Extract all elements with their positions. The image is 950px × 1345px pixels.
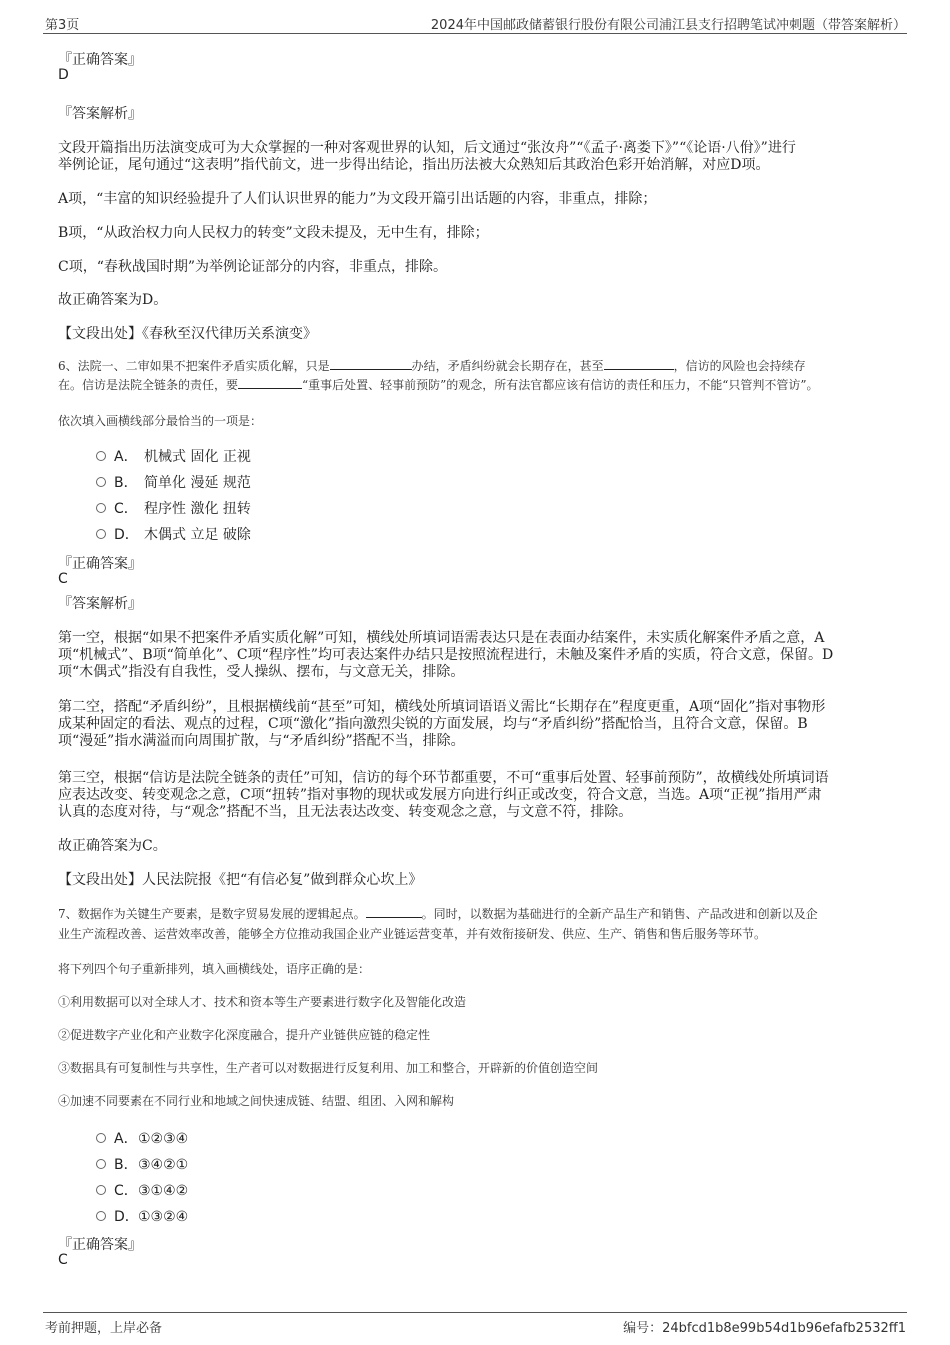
q6-option-c[interactable]: C． 程序性 激化 扭转 — [96, 498, 251, 518]
q5-answer-title: 『正确答案』 — [58, 52, 142, 68]
radio-icon[interactable] — [96, 503, 106, 513]
q7-option-d[interactable]: D．①③②④ — [96, 1206, 188, 1226]
q6-blank-1 — [330, 357, 412, 370]
q6-option-b[interactable]: B． 简单化 漫延 规范 — [96, 472, 251, 492]
radio-icon[interactable] — [96, 1133, 106, 1143]
q5-conclusion: 故正确答案为D。 — [58, 292, 168, 308]
q6-analysis-line: 项“漫延”指水满溢而向周围扩散，与“矛盾纠纷”搭配不当，排除。 — [58, 733, 465, 749]
q6-analysis-title: 『答案解析』 — [58, 596, 142, 612]
q6-stem-line-2: 在。信访是法院全链条的责任，要 “重事后处置、轻事前预防”的观念，所有法官都应该有信访的责任和压力，不能“只管判不管访”。 — [58, 378, 819, 392]
q5-analysis-b: B项，“从政治权力向人民权力的转变”文段未提及，无中生有，排除； — [58, 225, 489, 241]
q7-stem-line-1: 7、数据作为关键生产要素，是数字贸易发展的逻辑起点。 。同时，以数据为基础进行的全新产品生产和销售、产品改进和创新以及企 — [58, 907, 818, 921]
q5-analysis-title: 『答案解析』 — [58, 106, 142, 122]
q6-source: 【文段出处】人民法院报《把“有信必复”做到群众心坎上》 — [58, 872, 423, 888]
q7-answer: C — [58, 1252, 68, 1268]
q5-analysis-line: 举例论证，尾句通过“这表明”指代前文，进一步得出结论，指出历法被大众熟知后其政治色彩开始消解，对应D项。 — [58, 157, 770, 173]
radio-icon[interactable] — [96, 1185, 106, 1195]
radio-icon[interactable] — [96, 1159, 106, 1169]
q6-blank-3 — [238, 376, 302, 389]
q6-analysis-line: 成某种固定的看法、观点的过程，C项“激化”指向激烈尖锐的方面发展，均与“矛盾纠纷”搭配恰当，且符合文意，保留。B — [58, 716, 808, 732]
q5-answer: D — [58, 67, 69, 83]
q6-analysis-line: 第一空，根据“如果不把案件矛盾实质化解”可知，横线处所填词语需表达只是在表面办结案件，未实质化解案件矛盾之意，A — [58, 630, 825, 646]
q5-analysis-a: A项，“丰富的知识经验提升了人们认识世界的能力”为文段开篇引出话题的内容，非重点，排除； — [58, 191, 657, 207]
q6-option-d[interactable]: D． 木偶式 立足 破除 — [96, 524, 251, 544]
q7-instruction: 将下列四个句子重新排列，填入画横线处，语序正确的是： — [58, 962, 371, 976]
radio-icon[interactable] — [96, 1211, 106, 1221]
radio-icon[interactable] — [96, 477, 106, 487]
footer-slogan: 考前押题，上岸必备 — [45, 1321, 163, 1336]
document-title: 2024年中国邮政储蓄银行股份有限公司浦江县支行招聘笔试冲刺题（带答案解析） — [430, 18, 906, 33]
q6-analysis-line: 第三空，根据“信访是法院全链条的责任”可知，信访的每个环节都重要，不可“重事后处置、轻事前预防”，故横线处所填词语 — [58, 770, 829, 786]
q6-analysis-line: 应表达改变、转变观念之意，C项“扭转”指对事物的现状或发展方向进行纠正或改变，符合文意，当选。A项“正视”指用严肃 — [58, 787, 822, 803]
q7-sentence-2: ②促进数字产业化和产业数字化深度融合，提升产业链供应链的稳定性 — [58, 1028, 431, 1042]
page-number: 第3页 — [45, 18, 80, 33]
q7-option-b[interactable]: B．③④②① — [96, 1154, 188, 1174]
q6-option-a[interactable]: A． 机械式 固化 正视 — [96, 446, 251, 466]
q7-answer-title: 『正确答案』 — [58, 1237, 142, 1253]
q5-source: 【文段出处】《春秋至汉代律历关系演变》 — [58, 326, 317, 342]
q6-instruction: 依次填入画横线部分最恰当的一项是： — [58, 414, 263, 428]
q6-blank-2 — [604, 357, 674, 370]
q6-answer: C — [58, 571, 68, 587]
q7-blank — [366, 905, 422, 918]
q5-analysis-line: 文段开篇指出历法演变成可为大众掌握的一种对客观世界的认知，后文通过“张汝舟”“《孟子·离娄下》”“《论语·八佾》”进行 — [58, 140, 796, 156]
q6-conclusion: 故正确答案为C。 — [58, 838, 167, 854]
radio-icon[interactable] — [96, 529, 106, 539]
radio-icon[interactable] — [96, 451, 106, 461]
q7-option-a[interactable]: A．①②③④ — [96, 1128, 188, 1148]
q7-stem-line-2: 业生产流程改善、运营效率改善，能够全方位推动我国企业产业链运营变革，并有效衔接研发、供应、生产、销售和售后服务等环节。 — [58, 927, 767, 941]
q6-stem-line-1: 6、法院一、二审如果不把案件矛盾实质化解，只是 办结，矛盾纠纷就会长期存在，甚至 ，信访的风险也会持续存 — [58, 359, 806, 373]
q6-analysis-line: 项“机械式”、B项“简单化”、C项“程序性”均可表达案件办结只是按照流程进行，未触及案件矛盾的实质，符合文意，保留。D — [58, 647, 834, 663]
footer-divider — [43, 1312, 907, 1313]
q6-analysis-line: 项“木偶式”指没有自我性，受人操纵、摆布，与文意无关，排除。 — [58, 664, 465, 680]
q7-sentence-3: ③数据具有可复制性与共享性，生产者可以对数据进行反复利用、加工和整合，开辟新的价值创造空间 — [58, 1061, 599, 1075]
q7-sentence-1: ①利用数据可以对全球人才、技术和资本等生产要素进行数字化及智能化改造 — [58, 995, 467, 1009]
q6-analysis-line: 第二空，搭配“矛盾纠纷”，且根据横线前“甚至”可知，横线处所填词语语义需比“长期存在”程度更重，A项“固化”指对事物形 — [58, 699, 826, 715]
q7-option-c[interactable]: C．③①④② — [96, 1180, 188, 1200]
header-divider — [43, 33, 907, 34]
q5-analysis-c: C项，“春秋战国时期”为举例论证部分的内容，非重点，排除。 — [58, 259, 448, 275]
document-id: 编号：24bfcd1b8e99b54d1b96efafb2532ff1 — [623, 1321, 906, 1336]
q7-sentence-4: ④加速不同要素在不同行业和地域之间快速成链、结盟、组团、入网和解构 — [58, 1094, 455, 1108]
q6-answer-title: 『正确答案』 — [58, 556, 142, 572]
q6-analysis-line: 认真的态度对待，与“观念”搭配不当，且无法表达改变、转变观念之意，与文意不符，排除。 — [58, 804, 633, 820]
